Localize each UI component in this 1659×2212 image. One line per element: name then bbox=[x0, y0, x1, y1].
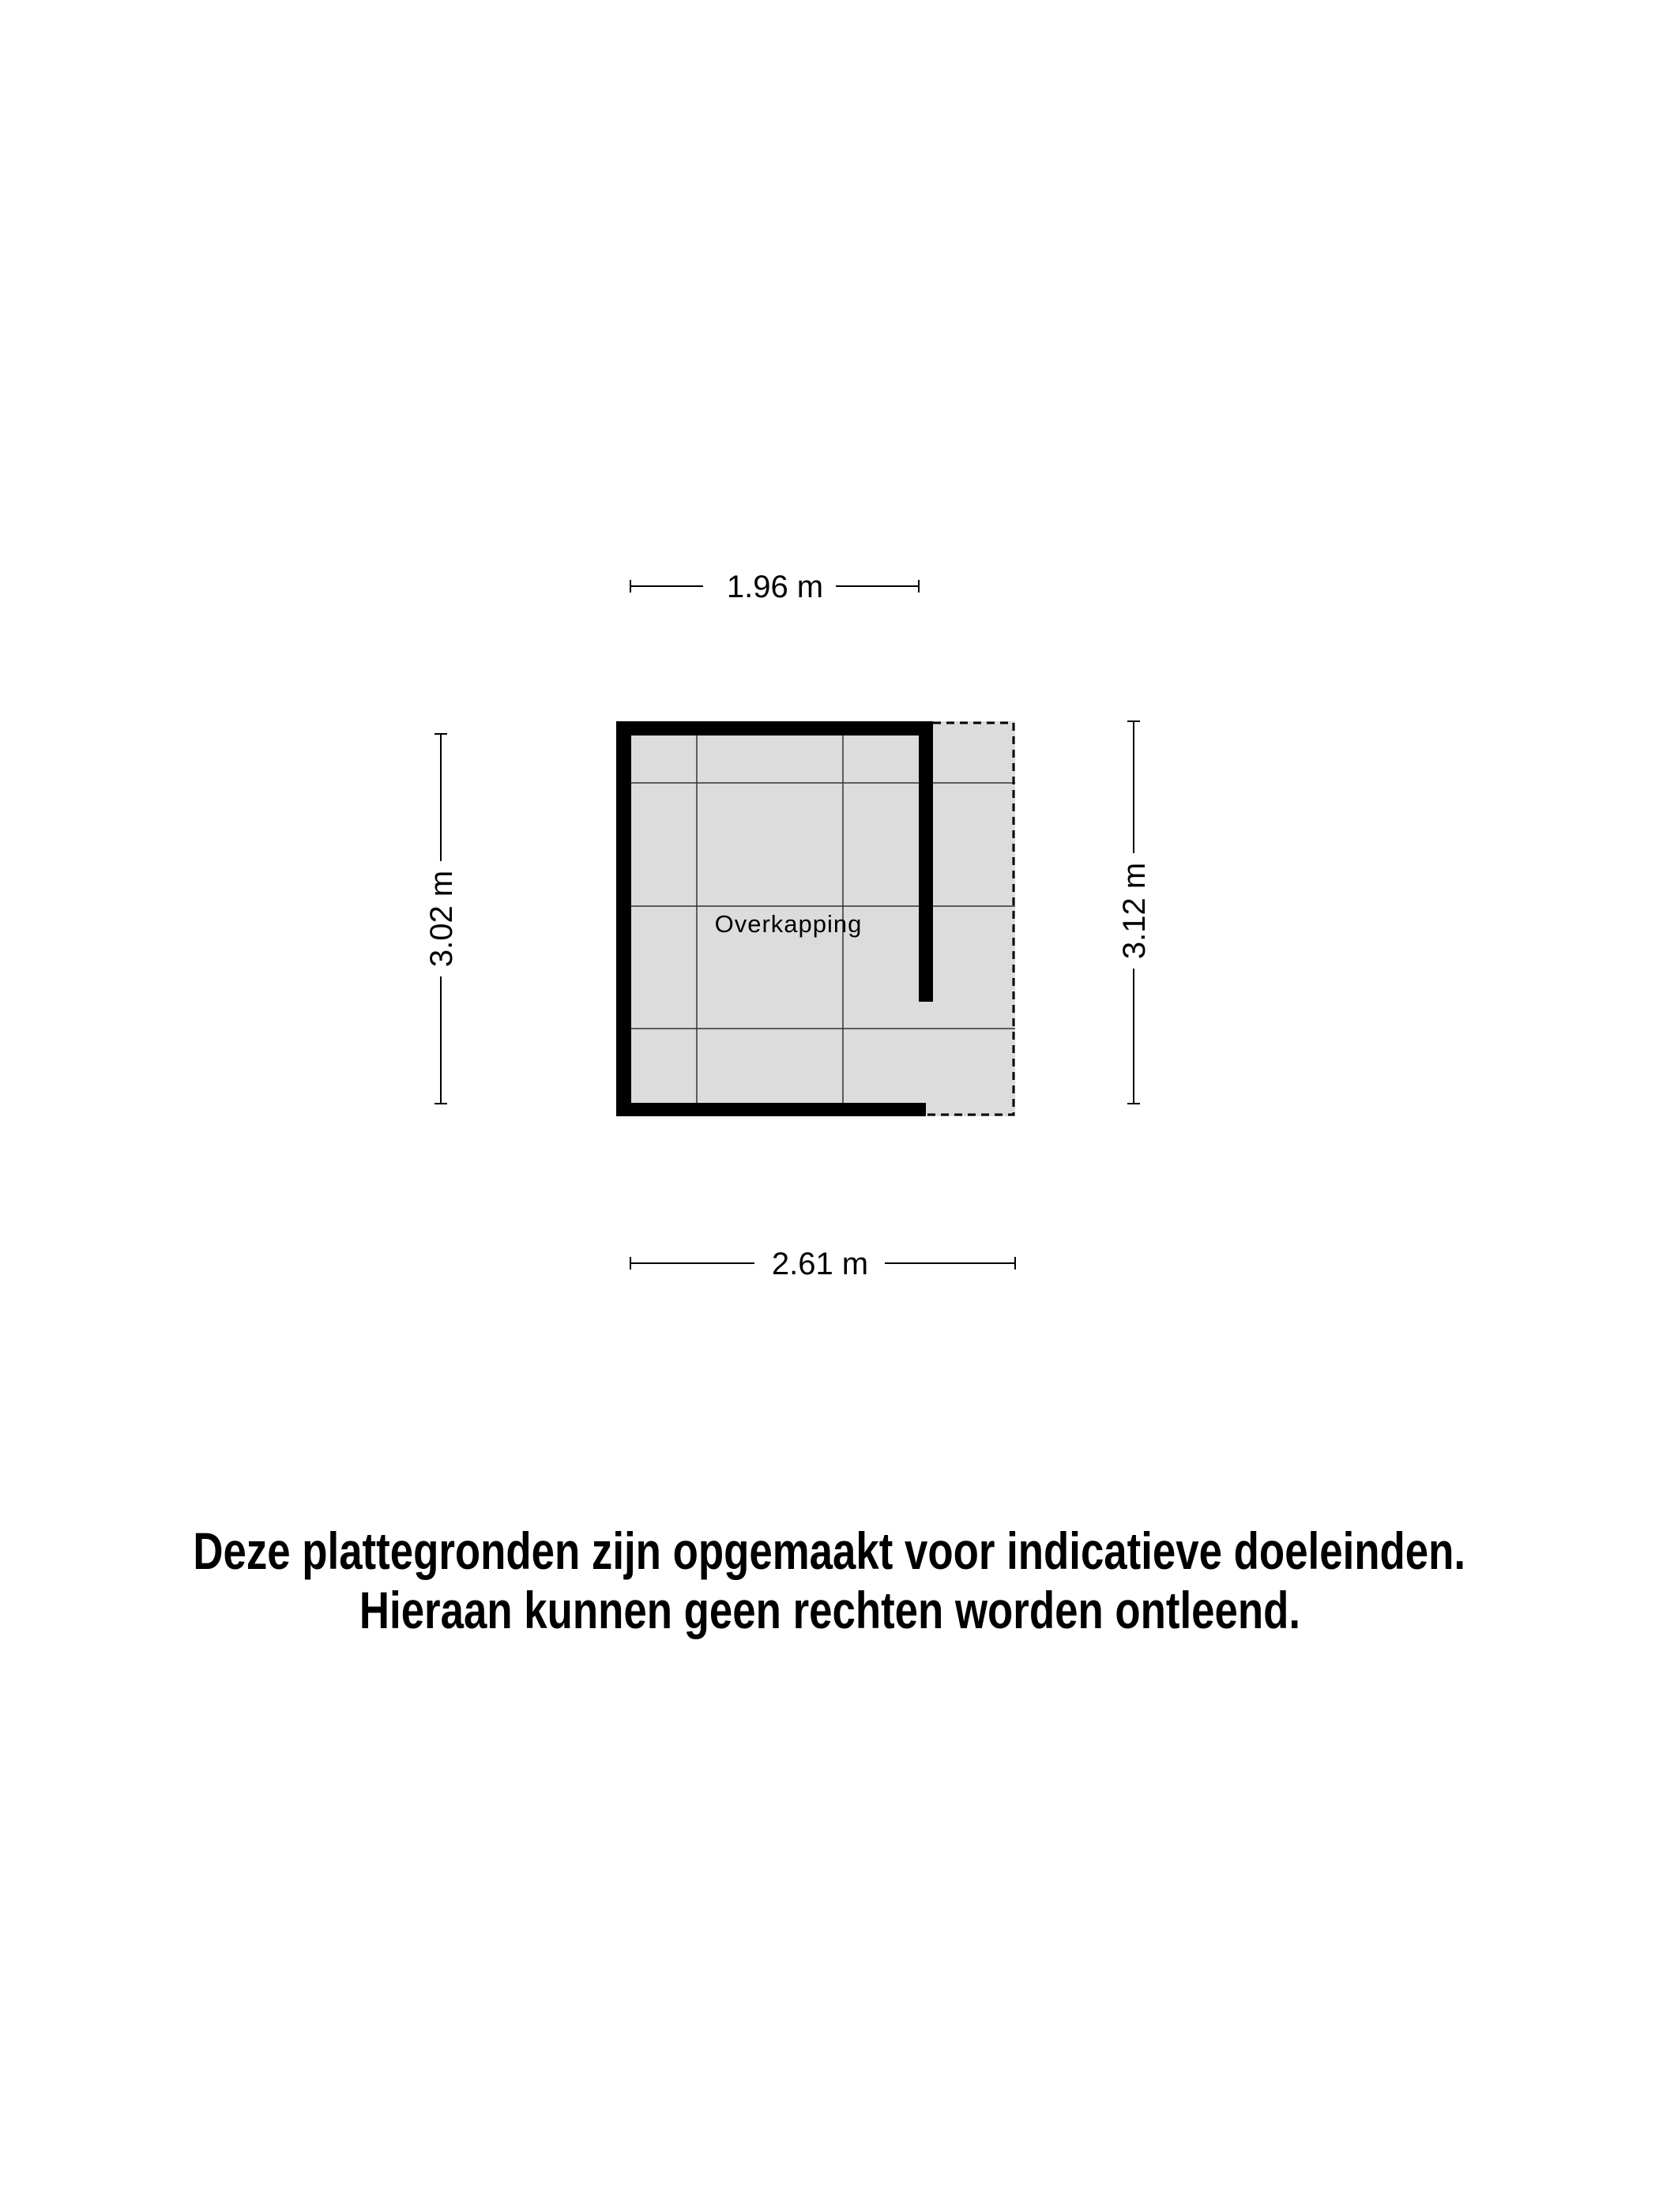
dimension-left-label: 3.02 m bbox=[424, 870, 459, 968]
disclaimer-text-2: Hieraan kunnen geen rechten worden ontleend. bbox=[359, 1581, 1300, 1639]
disclaimer-line-1 bbox=[0, 1521, 1659, 1581]
dimension-bottom-label: 2.61 m bbox=[771, 1247, 869, 1281]
dimension-right-label: 3.12 m bbox=[1117, 862, 1152, 960]
disclaimer-text-1: Deze plattegronden zijn opgemaakt voor indicatieve doeleinden. bbox=[193, 1522, 1466, 1580]
disclaimer-line-2 bbox=[0, 1580, 1659, 1640]
dimension-top-label: 1.96 m bbox=[726, 570, 824, 604]
room-label: Overkapping bbox=[714, 910, 863, 938]
